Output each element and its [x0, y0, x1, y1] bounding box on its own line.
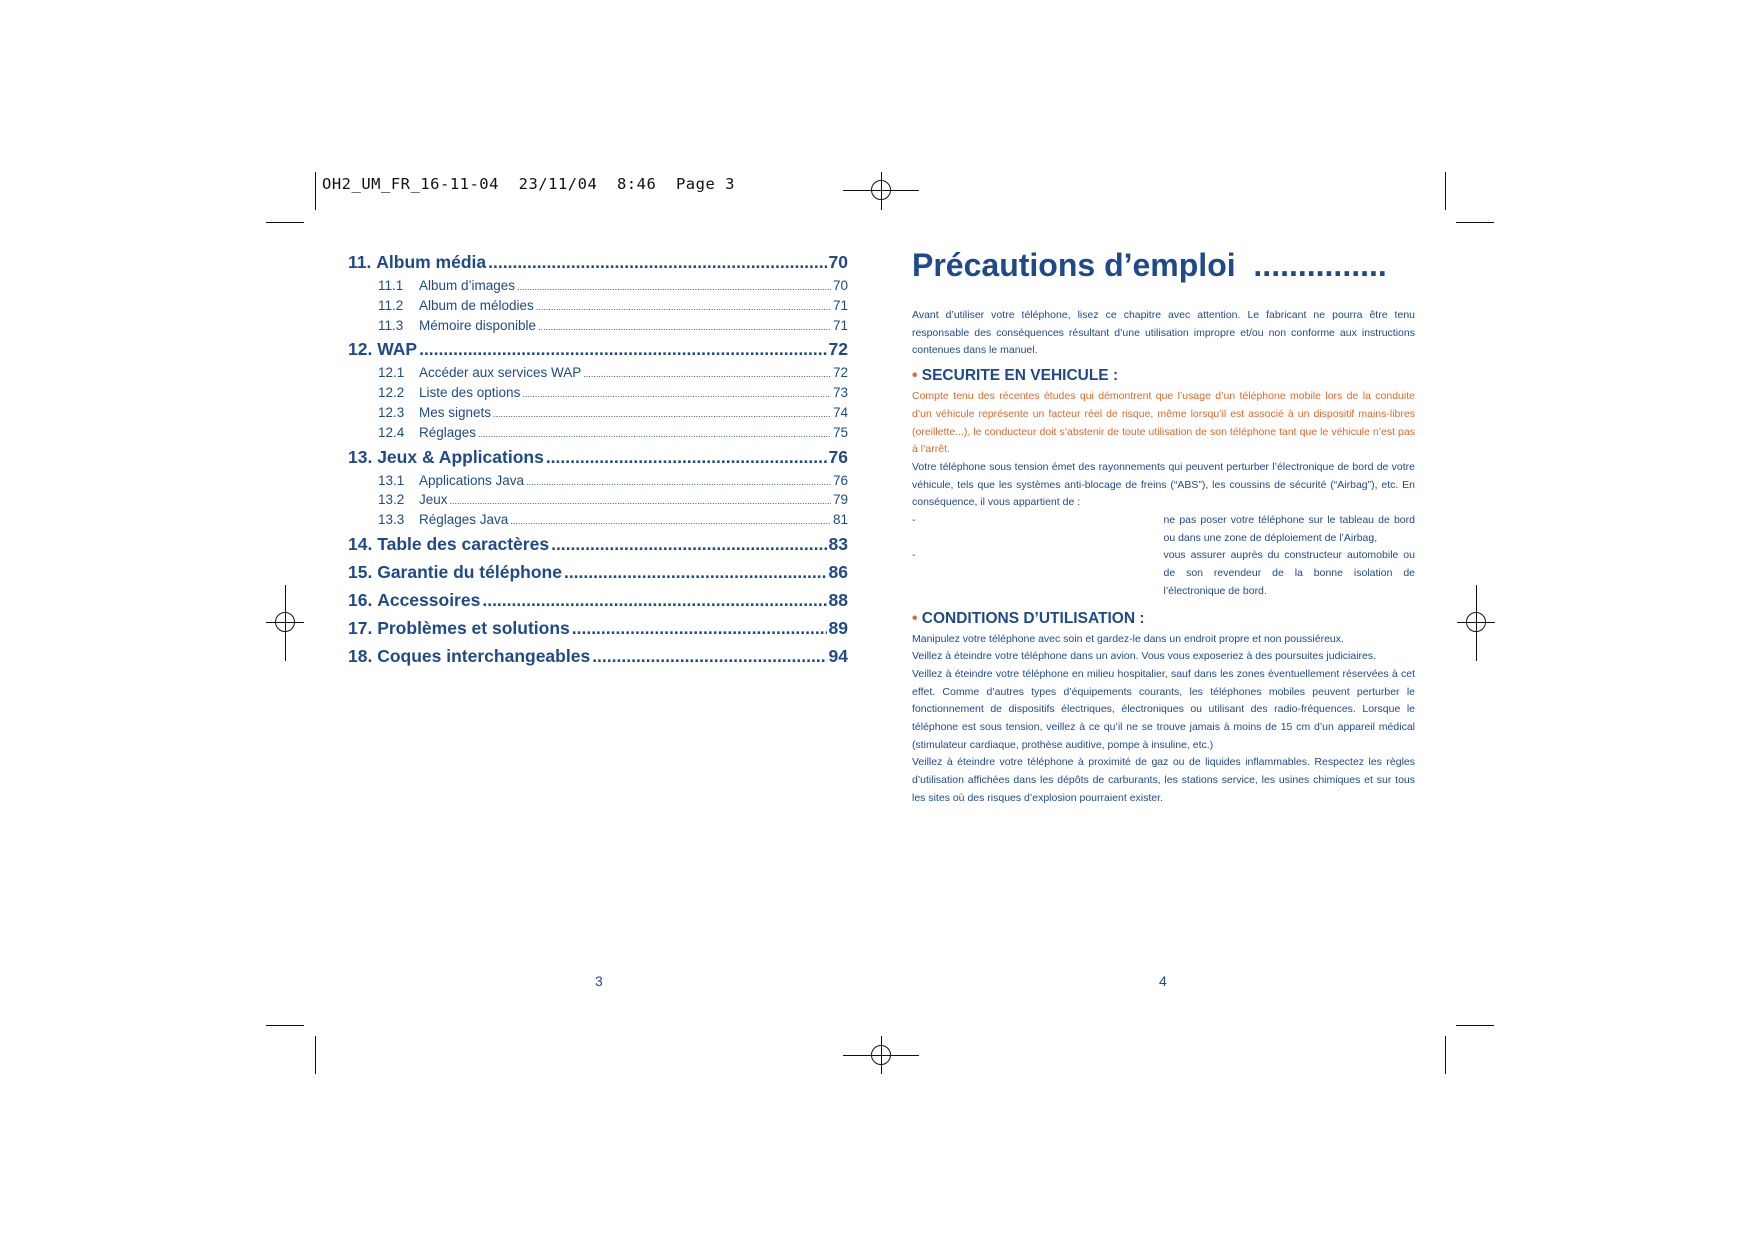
toc-page: 76	[828, 446, 848, 467]
toc-page: 81	[832, 512, 848, 528]
toc-page: 79	[832, 492, 848, 508]
conditions-paragraph-1: Manipulez votre téléphone avec soin et gardez-le dans un endroit propre et non poussiéreux.	[912, 632, 1344, 645]
print-slug: OH2_UM_FR_16-11-04 23/11/04 8:46 Page 3	[322, 175, 735, 193]
toc-subsection[interactable]: 12.2 Liste des options ..... 73	[348, 383, 848, 403]
toc-page: 74	[832, 404, 848, 420]
table-of-contents	[348, 248, 848, 670]
toc-chapter[interactable]: 13. Jeux & Applications ..... 76	[348, 443, 848, 471]
toc-page: 89	[828, 617, 848, 638]
bullet-icon: •	[912, 367, 918, 385]
toc-subsection[interactable]: 12.1 Accéder aux services WAP ..... 72	[348, 363, 848, 383]
toc-chapter[interactable]: 14. Table des caractères ..... 83	[348, 530, 848, 558]
intro-paragraph: Avant d’utiliser votre téléphone, lisez ce chapitre avec attention. Le fabricant ne pourra être tenu responsable des conséquences résultant d’une utilisation impropre et/ou non conforme aux instructions contenues dans le manuel.	[912, 309, 1415, 357]
list-item: - ne pas poser votre téléphone sur le tableau de bord ou dans une zone de déploiement de l’Airbag,	[912, 514, 1415, 544]
toc-chapter-label: Garantie du téléphone	[377, 561, 562, 582]
toc-chapter-label: Problèmes et solutions	[377, 617, 570, 638]
toc-subsection-label: Mémoire disponible	[419, 317, 537, 333]
toc-subsection-label: Album de mélodies	[419, 297, 534, 313]
toc-chapter-label: Jeux & Applications	[377, 446, 544, 467]
toc-subsection[interactable]: 11.2 Album de mélodies ..... 71	[348, 296, 848, 316]
toc-page: 83	[828, 533, 848, 554]
toc-page: 73	[832, 385, 848, 401]
toc-page: 94	[828, 645, 848, 666]
toc-subsection-label: Album d’images	[419, 278, 516, 293]
toc-subsection[interactable]: 13.1 Applications Java ..... 76	[348, 471, 848, 491]
warning-paragraph: Compte tenu des récentes études qui démontrent que l’usage d’un téléphone mobile lors de la conduite d’un véhicule représente un facteur réel de risque, même lorsqu’il est associé à un dispositif mains-libres (oreillette...), le conducteur doit s’abstenir de toute utilisation de son téléphone tant que le véhicule n’est pas à l’arrêt.	[912, 390, 1415, 456]
toc-subsection[interactable]: 13.2 Jeux ..... 79	[348, 490, 848, 510]
conditions-paragraph-4: Veillez à éteindre votre téléphone à proximité de gaz ou de liquides inflammables. Respectez les règles d’utilisation affichées dans les dépôts de carburants, les stations service, les usines chimiques et sur tous les sites où des risques d’explosion pourraient exister.	[912, 756, 1415, 804]
toc-chapter-label: Coques interchangeables	[377, 645, 591, 666]
toc-page: 72	[828, 339, 848, 360]
toc-page: 88	[828, 589, 848, 610]
toc-chapter-label: Table des caractères	[377, 533, 550, 554]
toc-page: 76	[832, 472, 848, 488]
toc-page: 70	[828, 252, 848, 272]
toc-subsection-label: Réglages Java	[419, 512, 509, 528]
toc-chapter[interactable]: 12. WAP ..... 72	[348, 335, 848, 363]
toc-subsection[interactable]: 12.3 Mes signets ..... 74	[348, 403, 848, 423]
toc-subsection-label: Jeux	[419, 492, 448, 508]
toc-subsection-label: Applications Java	[419, 472, 525, 488]
section-heading-conditions: • CONDITIONS D’UTILISATION :	[912, 609, 1145, 627]
toc-chapter[interactable]: 15. Garantie du téléphone ..... 86	[348, 558, 848, 586]
page-title: Précautions d’emploi ...............	[912, 247, 1387, 283]
toc-page: 70	[832, 278, 848, 293]
toc-page: 72	[832, 365, 848, 381]
toc-chapter[interactable]: 18. Coques interchangeables ..... 94	[348, 642, 848, 670]
toc-chapter-label: Album média	[376, 252, 487, 272]
conditions-paragraph-2: Veillez à éteindre votre téléphone dans un avion. Vous vous exposeriez à des poursuites judiciaires.	[912, 650, 1377, 663]
toc-subsection[interactable]: 13.3 Réglages Java ..... 81	[348, 510, 848, 530]
toc-subsection-label: Liste des options	[419, 385, 521, 401]
toc-chapter[interactable]: 17. Problèmes et solutions ..... 89	[348, 614, 848, 642]
page-number-right: 4	[1159, 973, 1167, 989]
toc-subsection-label: Mes signets	[419, 404, 492, 420]
bullet-icon: •	[912, 609, 918, 627]
toc-subsection[interactable]: 12.4 Réglages ..... 75	[348, 423, 848, 443]
toc-page: 71	[832, 317, 848, 333]
toc-subsection[interactable]: 11.1 Album d’images ..... 70	[348, 276, 848, 296]
toc-chapter[interactable]: 11. Album média ..... 70	[348, 248, 848, 276]
toc-subsection-label: Accéder aux services WAP	[419, 365, 582, 381]
toc-chapter[interactable]: 16. Accessoires ..... 88	[348, 586, 848, 614]
precautions-page	[912, 245, 1415, 808]
toc-chapter-label: WAP	[377, 339, 418, 360]
page-number-left: 3	[595, 973, 603, 989]
toc-page: 71	[832, 297, 848, 313]
toc-page: 86	[828, 561, 848, 582]
toc-chapter-label: Accessoires	[377, 589, 481, 610]
toc-subsection-label: Réglages	[419, 424, 477, 440]
vehicule-paragraph: Votre téléphone sous tension émet des rayonnements qui peuvent perturber l’électronique de bord de votre véhicule, tels que les systèmes anti-blocage de freins (“ABS”), les coussins de sécurité (“Airbag”), etc. En conséquence, il vous appartient de :	[912, 460, 1415, 509]
toc-page: 75	[832, 424, 848, 440]
list-item: - vous assurer auprès du constructeur automobile ou de son revendeur de la bonne isolation de l’électronique de bord.	[912, 549, 1415, 597]
section-heading-vehicule: • SECURITE EN VEHICULE :	[912, 367, 1119, 385]
toc-subsection[interactable]: 11.3 Mémoire disponible ..... 71	[348, 316, 848, 336]
conditions-paragraph-3: Veillez à éteindre votre téléphone en milieu hospitalier, sauf dans les zones éventuellement réservées à cet effet. Comme d’autres types d’équipements courants, les téléphones mobiles peuvent perturber le fonctionnement de dispositifs électriques, électroniques ou utilisant des radio-fréquences. Lorsque le téléphone est sous tension, veillez à ce qu’il ne se trouve jamais à moins de 15 cm d’un appareil médical (stimulateur cardiaque, prothèse auditive, pompe à insuline, etc.)	[912, 667, 1415, 751]
